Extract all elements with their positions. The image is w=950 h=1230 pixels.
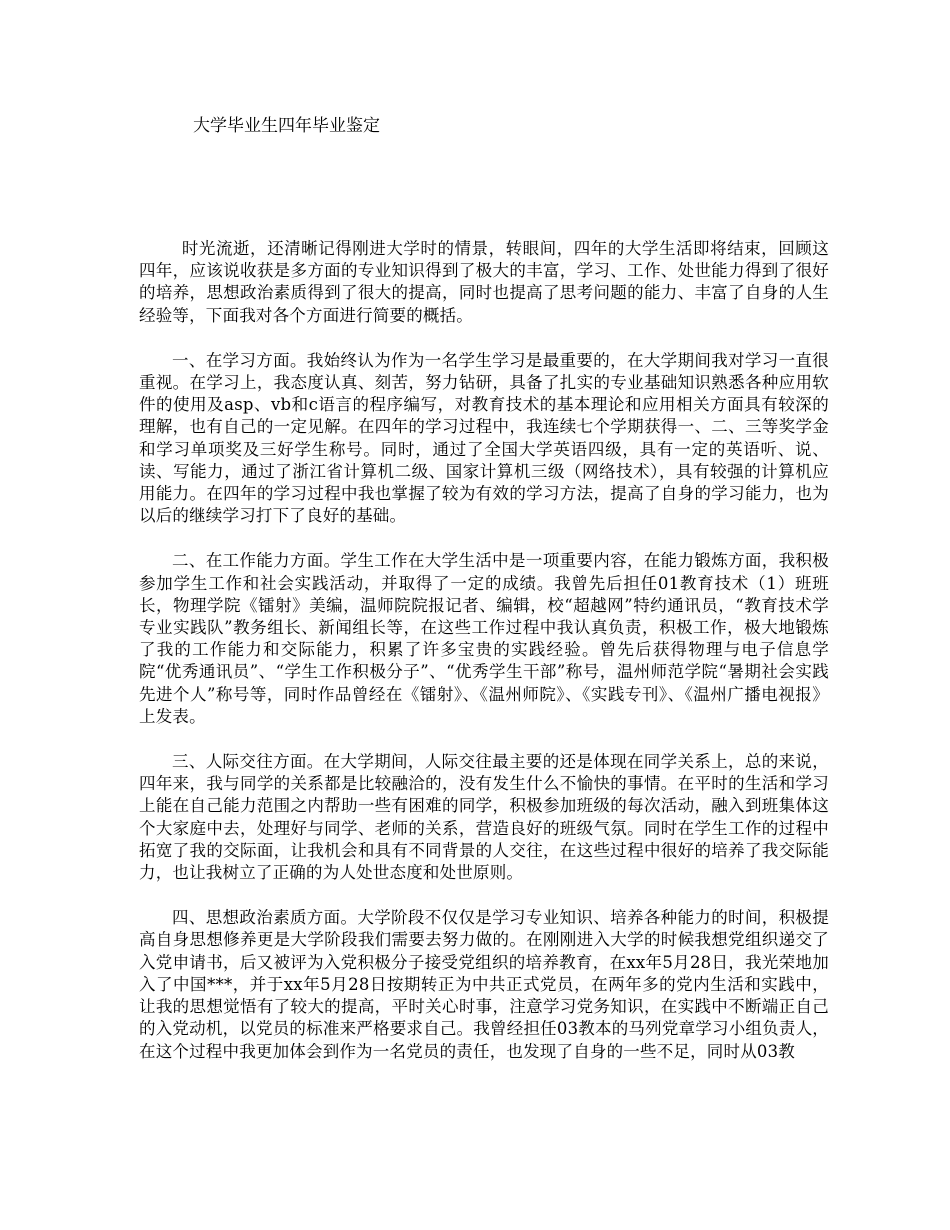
paragraph-interpersonal: 三、人际交往方面。在大学期间，人际交往最主要的还是体现在同学关系上，总的来说，四年来，我与同学的关系都是比较融洽的，没有发生什么不愉快的事情。在平时的生活和学习上能在自己能力范围之内帮助一些有困难的同学，积极参加班级的每次活动，融入到班集体这个大家庭中去，处理好与同学、老师的关系，营造良好的班级气氛。同时在学生工作的过程中拓宽了我的交际面，让我机会和具有不同背景的人交往，在这些过程中很好的培养了我交际能力，也让我树立了正确的为人处世态度和处世原则。 <box>139 752 829 883</box>
paragraph-work-ability: 二、在工作能力方面。学生工作在大学生活中是一项重要内容，在能力锻炼方面，我积极参加学生工作和社会实践活动，并取得了一定的成绩。我曾先后担任01教育技术（1）班班长，物理学院《镭射》美编，温师院院报记者、编辑，校“超越网”特约通讯员，“教育技术学专业实践队”教务组长、新闻组长等，在这些工作过程中我认真负责，积极工作，极大地锻炼了我的工作能力和交际能力，积累了许多宝贵的实践经验。曾先后获得物理与电子信息学院“优秀通讯员”、“学生工作积极分子”、“优秀学生干部”称号，温州师范学院“暑期社会实践先进个人”称号等，同时作品曾经在《镭射》、《温州师院》、《实践专刊》、《温州广播电视报》上发表。 <box>139 551 829 726</box>
document-body <box>139 238 829 1086</box>
document-title: 大学毕业生四年毕业鉴定 <box>193 116 380 136</box>
paragraph-political: 四、思想政治素质方面。大学阶段不仅仅是学习专业知识、培养各种能力的时间，积极提高自身思想修养更是大学阶段我们需要去努力做的。在刚刚进入大学的时候我想党组织递交了入党申请书，后又被评为入党积极分子接受党组织的培养教育，在xx年5月28日，我光荣地加入了中国***，并于xx年5月28日按期转正为中共正式党员，在两年多的党内生活和实践中，让我的思想觉悟有了较大的提高，平时关心时事，注意学习党务知识，在实践中不断端正自己的入党动机，以党员的标准来严格要求自己。我曾经担任03教本的马列党章学习小组负责人，在这个过程中我更加体会到作为一名党员的责任，也发现了自身的一些不足，同时从03教 <box>139 908 829 1061</box>
paragraph-study: 一、在学习方面。我始终认为作为一名学生学习是最重要的，在大学期间我对学习一直很重视。在学习上，我态度认真、刻苦，努力钻研，具备了扎实的专业基础知识熟悉各种应用软件的使用及asp、vb和c语言的程序编写，对教育技术的基本理论和应用相关方面具有较深的理解，也有自己的一定见解。在四年的学习过程中，我连续七个学期获得一、二、三等奖学金和学习单项奖及三好学生称号。同时，通过了全国大学英语四级，具有一定的英语听、说、读、写能力，通过了浙江省计算机二级、国家计算机三级（网络技术），具有较强的计算机应用能力。在四年的学习过程中我也掌握了较为有效的学习方法，提高了自身的学习能力，也为以后的继续学习打下了良好的基础。 <box>139 350 829 526</box>
paragraph-intro: 时光流逝，还清晰记得刚进大学时的情景，转眼间，四年的大学生活即将结束，回顾这四年，应该说收获是多方面的专业知识得到了极大的丰富，学习、工作、处世能力得到了很好的培养，思想政治素质得到了很大的提高，同时也提高了思考问题的能力、丰富了自身的人生经验等，下面我对各个方面进行简要的概括。 <box>139 239 829 325</box>
